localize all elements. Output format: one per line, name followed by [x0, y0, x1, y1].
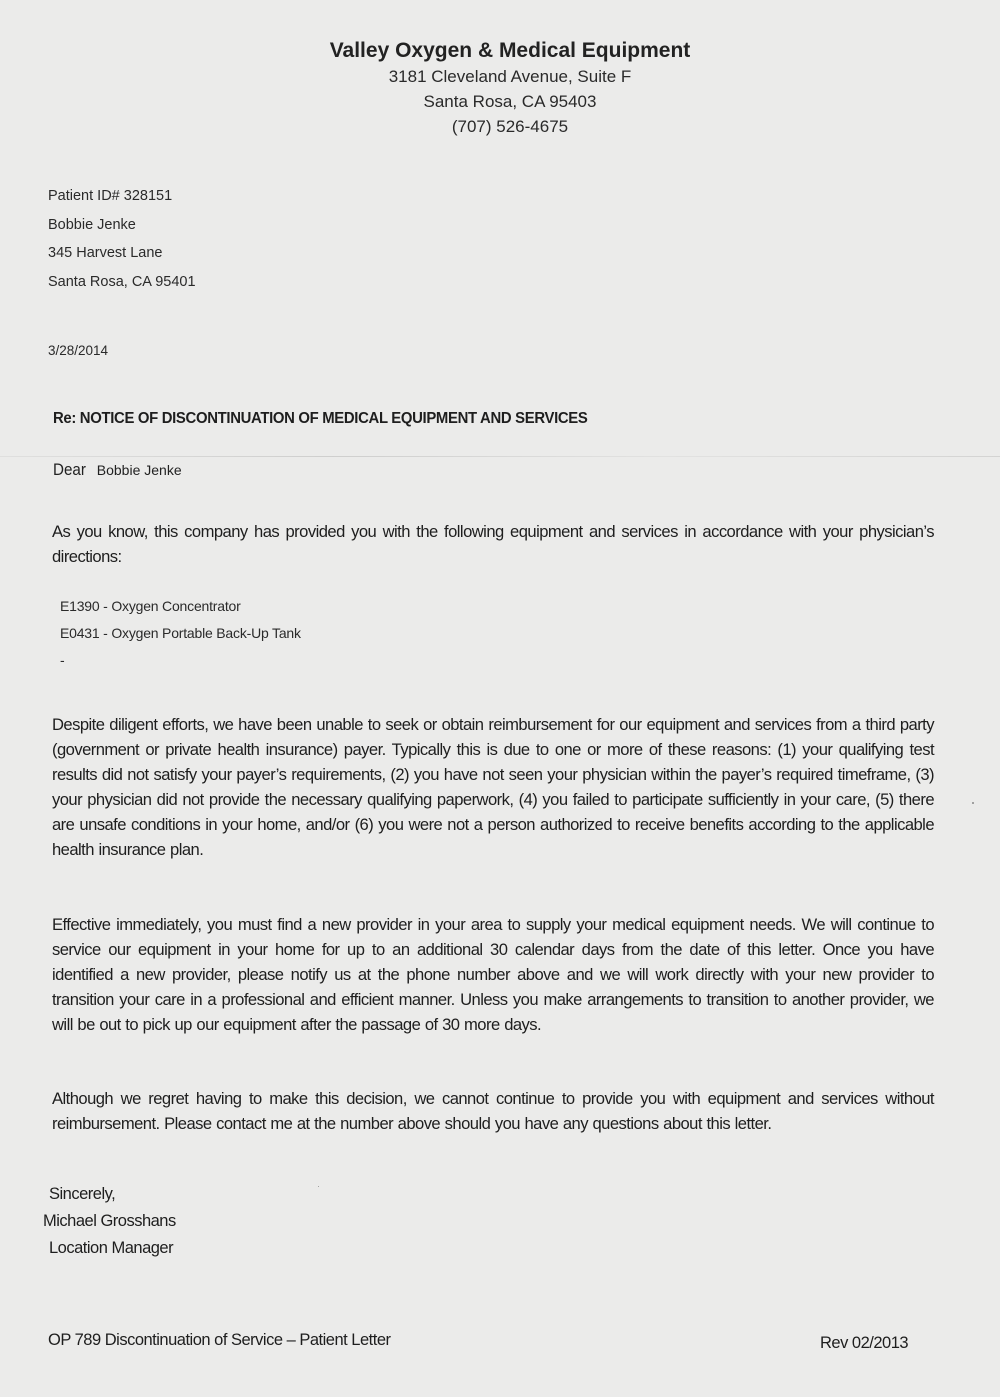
salutation-name: Bobbie Jenke — [96, 462, 182, 478]
equipment-item: E0431 - Oxygen Portable Back-Up Tank — [60, 625, 301, 641]
footer-form-name: OP 789 Discontinuation of Service – Patient Letter — [48, 1331, 391, 1349]
recipient-block — [48, 182, 196, 296]
intro-paragraph: As you know, this company has provided you with the following equipment and services in accordance with your physician’s directions: — [52, 522, 934, 566]
subject-line: Re: NOTICE OF DISCONTINUATION OF MEDICAL EQUIPMENT AND SERVICES — [53, 410, 588, 427]
signer-title: Location Manager — [49, 1239, 174, 1257]
closing-word: Sincerely, — [49, 1185, 116, 1203]
company-phone: (707) 526-4675 — [451, 117, 569, 136]
scan-speck — [972, 802, 974, 804]
reasons-paragraph: Despite diligent efforts, we have been unable to seek or obtain reimbursement for our equipment and services from a third party (government or private health insurance) payer. Typically this is due to one or more of these reasons: (1) your qualifying test results did not satisfy your payer’s requirements, (2) you have not seen your physician within the payer’s required timeframe, (3) your physician did not provide the necessary qualifying paperwork, (4) you failed to participate sufficiently in your care, (5) there are unsafe conditions in your home, and/or (6) you were not a person authorized to receive benefits according to the applicable health insurance plan. — [52, 715, 934, 859]
equipment-list — [60, 593, 301, 674]
equipment-item: E1390 - Oxygen Concentrator — [60, 598, 241, 614]
footer-revision: Rev 02/2013 — [820, 1334, 909, 1352]
instructions-paragraph: Effective immediately, you must find a new provider in your area to supply your medical equipment needs. We will continue to service our equipment in your home for up to an additional 30 calendar days from the date of this letter. Once you have identified a new provider, please notify us at the phone number above and we will work directly with your new provider to transition your care in a professional and efficient manner. Unless you make arrangements to transition to another provider, we will be out to pick up our equipment after the passage of 30 more days. — [52, 915, 934, 1034]
equipment-item: - — [60, 652, 65, 668]
scan-speck — [318, 1186, 319, 1187]
company-address-line2: Santa Rosa, CA 95403 — [423, 92, 597, 111]
fold-line-divider — [0, 456, 1000, 457]
patient-id: Patient ID# 328151 — [48, 188, 173, 204]
recipient-name: Bobbie Jenke — [48, 216, 136, 233]
letterhead — [300, 38, 720, 139]
signer-name: Michael Grosshans — [43, 1212, 176, 1230]
recipient-city-state-zip: Santa Rosa, CA 95401 — [48, 273, 196, 290]
company-name: Valley Oxygen & Medical Equipment — [329, 39, 691, 62]
closing-paragraph: Although we regret having to make this decision, we cannot continue to provide you with equipment and services without reimbursement. Please contact me at the number above should you have any questions about this letter. — [52, 1089, 934, 1133]
company-address-line1: 3181 Cleveland Avenue, Suite F — [388, 67, 632, 86]
salutation — [53, 461, 182, 480]
letter-date: 3/28/2014 — [48, 343, 109, 358]
salutation-word: Dear — [53, 461, 86, 479]
recipient-street: 345 Harvest Lane — [48, 245, 163, 261]
signature-block — [43, 1181, 176, 1262]
